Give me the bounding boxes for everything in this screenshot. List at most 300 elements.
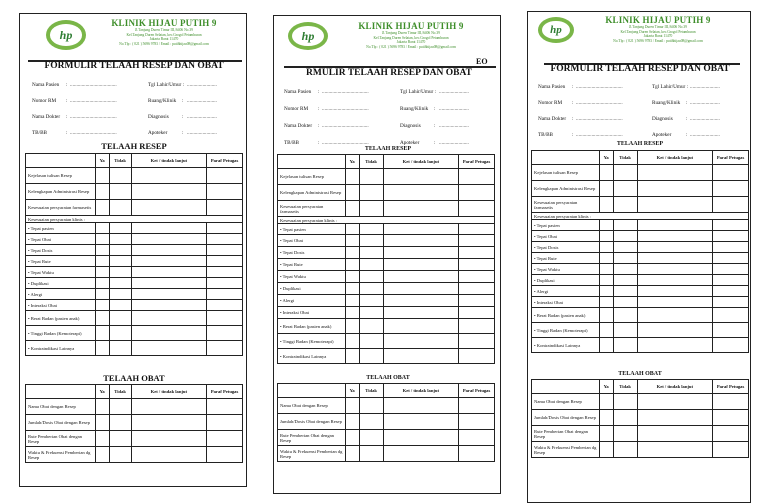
cell-paraf[interactable] (207, 256, 243, 267)
check-ya[interactable] (599, 264, 613, 275)
check-ya[interactable] (599, 297, 613, 308)
cell-ket[interactable] (637, 242, 713, 253)
cell-ket[interactable] (637, 264, 713, 275)
table-row-label: • Interaksi Obat (278, 307, 346, 319)
table-row-label: Kesesuaian persyaratan klinis : (532, 213, 749, 220)
cell-ket[interactable] (383, 235, 459, 247)
check-tidak[interactable] (613, 286, 637, 297)
cell-paraf[interactable] (459, 259, 495, 271)
cell-ket[interactable] (637, 197, 713, 213)
cell-ket[interactable] (131, 311, 207, 326)
check-ya[interactable] (95, 245, 109, 256)
field-nomor-rm: Nomor RM (284, 106, 309, 112)
check-tidak[interactable] (613, 264, 637, 275)
cell-paraf[interactable] (459, 414, 495, 430)
cell-paraf[interactable] (459, 283, 495, 295)
cell-paraf[interactable] (459, 224, 495, 235)
cell-ket[interactable] (637, 297, 713, 308)
col-header-ya: Ya (345, 384, 359, 398)
check-tidak[interactable] (109, 184, 131, 200)
cell-paraf[interactable] (207, 341, 243, 356)
colon: : (572, 132, 574, 138)
check-tidak[interactable] (109, 278, 131, 289)
check-ya[interactable] (599, 323, 613, 338)
field-line: ....................... (187, 98, 217, 104)
cell-ket[interactable] (131, 234, 207, 245)
check-ya[interactable] (599, 197, 613, 213)
cell-ket[interactable] (383, 430, 459, 446)
check-ya[interactable] (95, 200, 109, 216)
field-line: .................................... (322, 123, 369, 129)
check-tidak[interactable] (109, 223, 131, 234)
cell-ket[interactable] (637, 308, 713, 323)
check-tidak[interactable] (613, 410, 637, 426)
colon: : (434, 106, 436, 112)
cell-paraf[interactable] (713, 286, 749, 297)
cell-paraf[interactable] (713, 242, 749, 253)
field-apoteker: Apoteker (148, 130, 168, 136)
colon: : (318, 123, 320, 129)
check-tidak[interactable] (359, 259, 383, 271)
check-tidak[interactable] (613, 197, 637, 213)
cell-paraf[interactable] (713, 426, 749, 442)
table-row-label: • Tepat Rute (26, 256, 96, 267)
cell-paraf[interactable] (207, 311, 243, 326)
check-ya[interactable] (95, 184, 109, 200)
field-apoteker: Apoteker (652, 132, 672, 138)
check-tidak[interactable] (613, 308, 637, 323)
cell-ket[interactable] (637, 220, 713, 231)
check-ya[interactable] (345, 430, 359, 446)
cell-paraf[interactable] (207, 200, 243, 216)
check-ya[interactable] (95, 415, 109, 431)
cell-ket[interactable] (131, 200, 207, 216)
cell-ket[interactable] (383, 414, 459, 430)
cell-paraf[interactable] (459, 271, 495, 283)
cell-paraf[interactable] (713, 181, 749, 197)
check-tidak[interactable] (109, 234, 131, 245)
cell-ket[interactable] (383, 398, 459, 414)
check-tidak[interactable] (359, 307, 383, 319)
table-row-label: • Tepat Obat (278, 235, 346, 247)
check-tidak[interactable] (613, 338, 637, 353)
table-row-label: • Duplikasi (278, 283, 346, 295)
cell-ket[interactable] (637, 442, 713, 458)
table-row-label: • Tepat Obat (532, 231, 600, 242)
col-header-tidak: Tidak (109, 385, 131, 399)
check-ya[interactable] (345, 201, 359, 217)
col-header-paraf: Paraf Petugas (713, 151, 749, 165)
cell-ket[interactable] (383, 185, 459, 201)
cell-ket[interactable] (637, 323, 713, 338)
cell-ket[interactable] (131, 326, 207, 341)
check-ya[interactable] (599, 165, 613, 181)
field-apoteker: Apoteker (400, 140, 420, 146)
check-tidak[interactable] (359, 235, 383, 247)
check-tidak[interactable] (613, 394, 637, 410)
telaah-obat-heading: TELAAH OBAT (103, 373, 165, 383)
cell-ket[interactable] (383, 334, 459, 349)
check-tidak[interactable] (109, 256, 131, 267)
cell-paraf[interactable] (207, 184, 243, 200)
check-ya[interactable] (599, 338, 613, 353)
form-page-1 (19, 13, 247, 487)
check-tidak[interactable] (359, 349, 383, 364)
colon: : (686, 116, 688, 122)
cell-paraf[interactable] (459, 349, 495, 364)
check-ya[interactable] (345, 247, 359, 259)
check-tidak[interactable] (613, 275, 637, 286)
telaah-obat-table (277, 383, 495, 462)
cell-ket[interactable] (637, 426, 713, 442)
cell-paraf[interactable] (207, 399, 243, 415)
cell-ket[interactable] (637, 253, 713, 264)
cell-ket[interactable] (383, 283, 459, 295)
check-tidak[interactable] (109, 326, 131, 341)
check-ya[interactable] (345, 307, 359, 319)
colon: : (572, 84, 574, 90)
check-ya[interactable] (95, 234, 109, 245)
colon: : (686, 100, 688, 106)
table-row-label: • Berat Badan (pasien anak) (532, 308, 600, 323)
cell-ket[interactable] (383, 446, 459, 462)
col-header-paraf: Paraf Petugas (459, 384, 495, 398)
cell-ket[interactable] (383, 271, 459, 283)
check-tidak[interactable] (359, 446, 383, 462)
field-line: ....................... (690, 116, 720, 122)
field-line: ....................... (439, 106, 469, 112)
cell-ket[interactable] (131, 278, 207, 289)
check-tidak[interactable] (359, 224, 383, 235)
cell-paraf[interactable] (713, 264, 749, 275)
check-tidak[interactable] (613, 220, 637, 231)
cell-paraf[interactable] (713, 275, 749, 286)
check-ya[interactable] (95, 341, 109, 356)
cell-paraf[interactable] (713, 297, 749, 308)
form-header (528, 12, 750, 56)
cell-paraf[interactable] (713, 253, 749, 264)
check-ya[interactable] (599, 253, 613, 264)
table-row-label: Jumlah/Dosis Obat dengan Resep (532, 410, 600, 426)
field-nama-pasien: Nama Pasien (32, 82, 60, 88)
cell-ket[interactable] (383, 349, 459, 364)
telaah-resep-heading: TELAAH RESEP (101, 141, 167, 151)
telaah-obat-heading: TELAAH OBAT (366, 375, 410, 381)
check-tidak[interactable] (109, 431, 131, 447)
logo-text: hp (50, 24, 81, 46)
cell-ket[interactable] (637, 275, 713, 286)
cell-ket[interactable] (637, 286, 713, 297)
table-row-label: Kesesuaian persyaratan klinis : (26, 216, 243, 223)
field-nama-dokter: Nama Dokter (32, 114, 61, 120)
cell-paraf[interactable] (207, 278, 243, 289)
col-header-ket: Ket / tindak lanjut (383, 384, 459, 398)
check-ya[interactable] (345, 414, 359, 430)
check-tidak[interactable] (359, 247, 383, 259)
cell-ket[interactable] (131, 223, 207, 234)
cell-ket[interactable] (637, 410, 713, 426)
check-tidak[interactable] (109, 415, 131, 431)
field-line: ....................... (187, 130, 217, 136)
check-ya[interactable] (95, 399, 109, 415)
check-ya[interactable] (345, 283, 359, 295)
check-ya[interactable] (95, 447, 109, 463)
cell-paraf[interactable] (459, 334, 495, 349)
table-row-label: • Kontraindikasi Lainnya (278, 349, 346, 364)
table-row-label: • Kontraindikasi Lainnya (26, 341, 96, 356)
check-ya[interactable] (599, 442, 613, 458)
cell-paraf[interactable] (459, 235, 495, 247)
field-line: .................................... (576, 132, 623, 138)
cell-paraf[interactable] (459, 430, 495, 446)
check-ya[interactable] (599, 286, 613, 297)
col-header (26, 154, 96, 168)
form-page-2 (273, 15, 501, 494)
cell-paraf[interactable] (713, 323, 749, 338)
check-tidak[interactable] (359, 319, 383, 334)
col-header-paraf: Paraf Petugas (207, 385, 243, 399)
cell-paraf[interactable] (713, 442, 749, 458)
cell-ket[interactable] (383, 169, 459, 185)
check-ya[interactable] (599, 220, 613, 231)
check-ya[interactable] (599, 231, 613, 242)
check-tidak[interactable] (109, 245, 131, 256)
colon: : (66, 130, 68, 136)
cell-paraf[interactable] (207, 289, 243, 300)
clinic-address-2: Kel.Tanjung Duren Selatan, kec.Grogol Petamburan (126, 32, 202, 37)
clinic-address-3: Jakarta Barat 11470 (396, 40, 426, 44)
cell-ket[interactable] (131, 431, 207, 447)
check-ya[interactable] (599, 308, 613, 323)
table-row-label: • Tepat Rute (532, 253, 600, 264)
cell-ket[interactable] (131, 447, 207, 463)
table-row-label: Kelengkapan Administrasi Resep (278, 185, 346, 201)
table-row-label: • Tepat Dosis (532, 242, 600, 253)
check-ya[interactable] (599, 181, 613, 197)
table-row-label: Rute Pemberian Obat dengan Resep (532, 426, 600, 442)
field-line: ....................... (439, 123, 469, 129)
telaah-resep-table (531, 150, 749, 353)
col-header-tidak: Tidak (613, 151, 637, 165)
check-ya[interactable] (345, 271, 359, 283)
check-tidak[interactable] (359, 295, 383, 307)
cell-paraf[interactable] (207, 267, 243, 278)
cell-ket[interactable] (131, 267, 207, 278)
patient-fields (284, 89, 498, 153)
cell-paraf[interactable] (459, 307, 495, 319)
check-tidak[interactable] (359, 334, 383, 349)
cell-paraf[interactable] (713, 197, 749, 213)
cell-ket[interactable] (637, 338, 713, 353)
cell-paraf[interactable] (459, 201, 495, 217)
cell-paraf[interactable] (459, 247, 495, 259)
clinic-name: KLINIK HIJAU PUTIH 9 (111, 18, 217, 28)
cell-ket[interactable] (131, 184, 207, 200)
check-ya[interactable] (599, 242, 613, 253)
table-row-label: • Alergi (26, 289, 96, 300)
cell-paraf[interactable] (713, 338, 749, 353)
cell-ket[interactable] (131, 245, 207, 256)
col-header-ket: Ket / tindak lanjut (637, 151, 713, 165)
cell-ket[interactable] (131, 341, 207, 356)
check-tidak[interactable] (613, 242, 637, 253)
check-tidak[interactable] (359, 271, 383, 283)
cell-ket[interactable] (637, 181, 713, 197)
check-tidak[interactable] (359, 398, 383, 414)
check-ya[interactable] (599, 275, 613, 286)
table-row-label: • Tepat Obat (26, 234, 96, 245)
col-header-tidak: Tidak (109, 154, 131, 168)
check-tidak[interactable] (109, 300, 131, 311)
cell-paraf[interactable] (459, 169, 495, 185)
check-ya[interactable] (95, 311, 109, 326)
check-tidak[interactable] (109, 200, 131, 216)
clinic-address-2: Kel.Tanjung Duren Selatan, kec.Grogol Petamburan (620, 29, 696, 34)
check-ya[interactable] (345, 446, 359, 462)
check-ya[interactable] (95, 300, 109, 311)
check-tidak[interactable] (359, 414, 383, 430)
cell-ket[interactable] (383, 319, 459, 334)
check-tidak[interactable] (359, 201, 383, 217)
cell-paraf[interactable] (459, 398, 495, 414)
cell-paraf[interactable] (207, 431, 243, 447)
check-ya[interactable] (345, 169, 359, 185)
check-ya[interactable] (95, 223, 109, 234)
cell-ket[interactable] (131, 300, 207, 311)
check-ya[interactable] (95, 289, 109, 300)
check-ya[interactable] (345, 235, 359, 247)
check-tidak[interactable] (613, 253, 637, 264)
colon: : (572, 100, 574, 106)
colon: : (572, 116, 574, 122)
check-tidak[interactable] (359, 169, 383, 185)
cell-ket[interactable] (131, 256, 207, 267)
cell-ket[interactable] (131, 399, 207, 415)
check-ya[interactable] (95, 278, 109, 289)
check-tidak[interactable] (359, 283, 383, 295)
field-tgl-lahir: Tgl Lahir/Umur : (148, 82, 185, 88)
cell-ket[interactable] (131, 415, 207, 431)
cell-ket[interactable] (383, 224, 459, 235)
table-row-label: Kejelasan tulisan Resep (532, 165, 600, 181)
cell-paraf[interactable] (207, 300, 243, 311)
table-row-label: Kejelasan tulisan Resep (278, 169, 346, 185)
check-tidak[interactable] (109, 341, 131, 356)
cell-paraf[interactable] (713, 394, 749, 410)
check-ya[interactable] (345, 398, 359, 414)
cell-ket[interactable] (131, 168, 207, 184)
check-ya[interactable] (345, 349, 359, 364)
cell-paraf[interactable] (713, 231, 749, 242)
cell-paraf[interactable] (207, 223, 243, 234)
check-ya[interactable] (345, 259, 359, 271)
check-tidak[interactable] (359, 430, 383, 446)
cell-ket[interactable] (637, 165, 713, 181)
clinic-address-3: Jakarta Barat 11470 (643, 34, 673, 38)
cell-paraf[interactable] (713, 308, 749, 323)
cell-ket[interactable] (383, 307, 459, 319)
cell-paraf[interactable] (459, 446, 495, 462)
check-ya[interactable] (599, 410, 613, 426)
cell-paraf[interactable] (713, 165, 749, 181)
field-tgl-lahir: Tgl Lahir/Umur : (652, 84, 689, 90)
cell-ket[interactable] (383, 295, 459, 307)
col-header-tidak: Tidak (359, 155, 383, 169)
cell-ket[interactable] (383, 201, 459, 217)
cell-paraf[interactable] (207, 415, 243, 431)
table-row-label: Jumlah/Dosis Obat dengan Resep (278, 414, 346, 430)
telaah-obat-table (531, 379, 749, 458)
check-ya[interactable] (95, 256, 109, 267)
check-tidak[interactable] (613, 442, 637, 458)
check-ya[interactable] (599, 394, 613, 410)
check-ya[interactable] (345, 334, 359, 349)
colon: : (182, 98, 184, 104)
cell-ket[interactable] (131, 289, 207, 300)
check-ya[interactable] (345, 224, 359, 235)
check-tidak[interactable] (109, 447, 131, 463)
cell-paraf[interactable] (459, 185, 495, 201)
check-tidak[interactable] (613, 297, 637, 308)
check-tidak[interactable] (109, 168, 131, 184)
clinic-contact: No.Tlp : ( 021 ) 5696 9783 / Email : putihhijau08@gmail.com (613, 38, 703, 43)
check-ya[interactable] (95, 168, 109, 184)
check-tidak[interactable] (359, 185, 383, 201)
cell-ket[interactable] (637, 394, 713, 410)
check-tidak[interactable] (109, 267, 131, 278)
cell-ket[interactable] (383, 259, 459, 271)
cell-ket[interactable] (637, 231, 713, 242)
telaah-obat-heading: TELAAH OBAT (618, 371, 662, 377)
cell-paraf[interactable] (713, 410, 749, 426)
check-tidak[interactable] (109, 311, 131, 326)
cell-paraf[interactable] (207, 326, 243, 341)
field-nama-pasien: Nama Pasien (538, 84, 566, 90)
check-ya[interactable] (599, 426, 613, 442)
form-title: FORMULIR TELAAH RESEP DAN OBAT (550, 64, 730, 74)
cell-paraf[interactable] (207, 447, 243, 463)
clinic-address-1: Jl.Tanjung Duren Timur III,/6406 No.39 (629, 25, 687, 29)
cell-paraf[interactable] (459, 319, 495, 334)
check-ya[interactable] (345, 295, 359, 307)
cell-paraf[interactable] (459, 295, 495, 307)
check-tidak[interactable] (109, 289, 131, 300)
check-tidak[interactable] (613, 181, 637, 197)
check-tidak[interactable] (613, 426, 637, 442)
table-row-label: • Tepat pasien (278, 224, 346, 235)
check-ya[interactable] (345, 319, 359, 334)
check-tidak[interactable] (613, 165, 637, 181)
cell-paraf[interactable] (207, 234, 243, 245)
table-row-label: Waktu & Frekuensi Pemberian dg Resep (26, 447, 96, 463)
check-tidak[interactable] (613, 323, 637, 338)
check-ya[interactable] (95, 326, 109, 341)
check-ya[interactable] (95, 431, 109, 447)
cell-ket[interactable] (383, 247, 459, 259)
cell-paraf[interactable] (713, 220, 749, 231)
field-tb-bb: TB/BB (284, 140, 299, 146)
check-ya[interactable] (345, 185, 359, 201)
cell-paraf[interactable] (207, 168, 243, 184)
colon: : (318, 106, 320, 112)
table-row-label: • Tepat pasien (26, 223, 96, 234)
check-tidak[interactable] (613, 231, 637, 242)
clinic-name: KLINIK HIJAU PUTIH 9 (605, 15, 711, 25)
check-tidak[interactable] (109, 399, 131, 415)
check-ya[interactable] (95, 267, 109, 278)
cell-paraf[interactable] (207, 245, 243, 256)
table-row-label: • Berat Badan (pasien anak) (26, 311, 96, 326)
